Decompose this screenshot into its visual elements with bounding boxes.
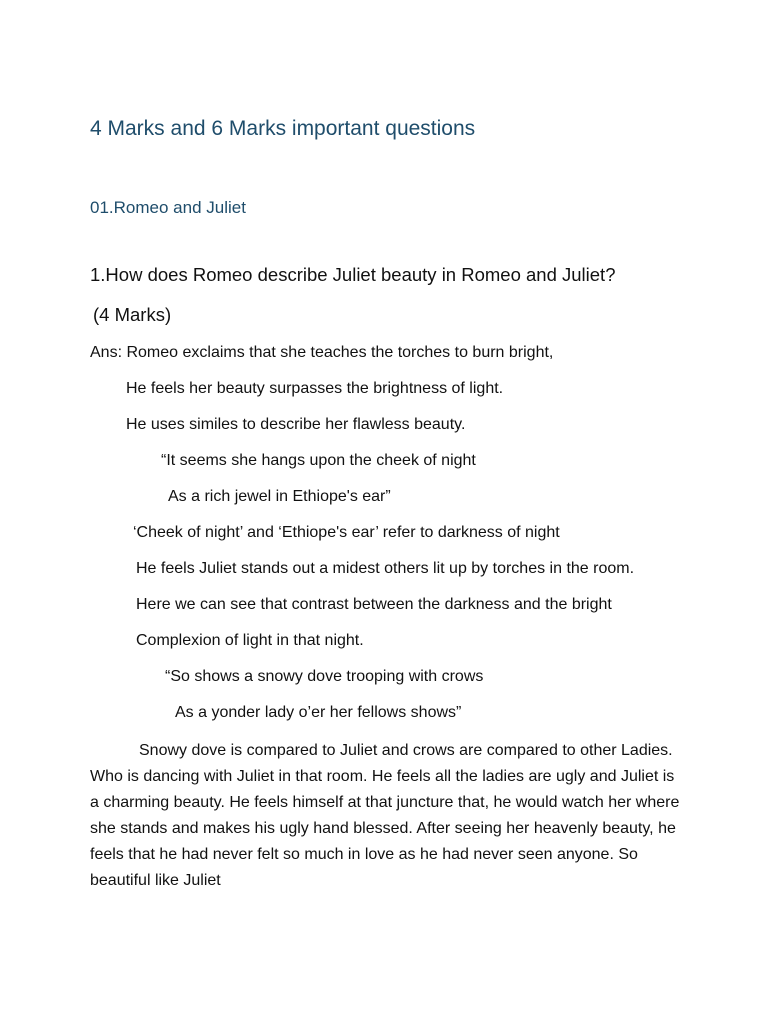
question-marks: (4 Marks) <box>93 304 172 325</box>
answer-paragraph: Snowy dove is compared to Juliet and crows are compared to other Ladies. Who is dancing with Juliet in that room. He feels all the ladies are ugly and Juliet is a charming beauty. He feels himself at that juncture that, he would watch her where she stands and makes his ugly hand blessed. After seeing her heavenly beauty, he feels that he had never felt so much in love as he had never seen anyone. So beautiful like Juliet <box>90 742 680 889</box>
answer-line: Complexion of light in that night. <box>136 632 364 649</box>
question-text: 1.How does Romeo describe Juliet beauty in Romeo and Juliet? <box>90 264 616 285</box>
answer-line: He uses similes to describe her flawless beauty. <box>126 416 466 433</box>
quote-line: “So shows a snowy dove trooping with crows <box>165 668 484 685</box>
answer-line: Here we can see that contrast between the darkness and the bright <box>136 596 612 613</box>
answer-line: ‘Cheek of night’ and ‘Ethiope's ear’ refer to darkness of night <box>133 524 560 541</box>
quote-line: “It seems she hangs upon the cheek of night <box>161 452 476 469</box>
page-title: 4 Marks and 6 Marks important questions <box>90 117 476 140</box>
quote-line: As a rich jewel in Ethiope's ear” <box>168 488 391 505</box>
answer-line: He feels Juliet stands out a midest others lit up by torches in the room. <box>136 560 635 577</box>
answer-line: He feels her beauty surpasses the brightness of light. <box>126 380 504 397</box>
section-heading: 01.Romeo and Juliet <box>90 198 246 217</box>
quote-line: As a yonder lady o’er her fellows shows” <box>175 704 462 721</box>
answer-line: Ans: Romeo exclaims that she teaches the torches to burn bright, <box>90 344 554 361</box>
